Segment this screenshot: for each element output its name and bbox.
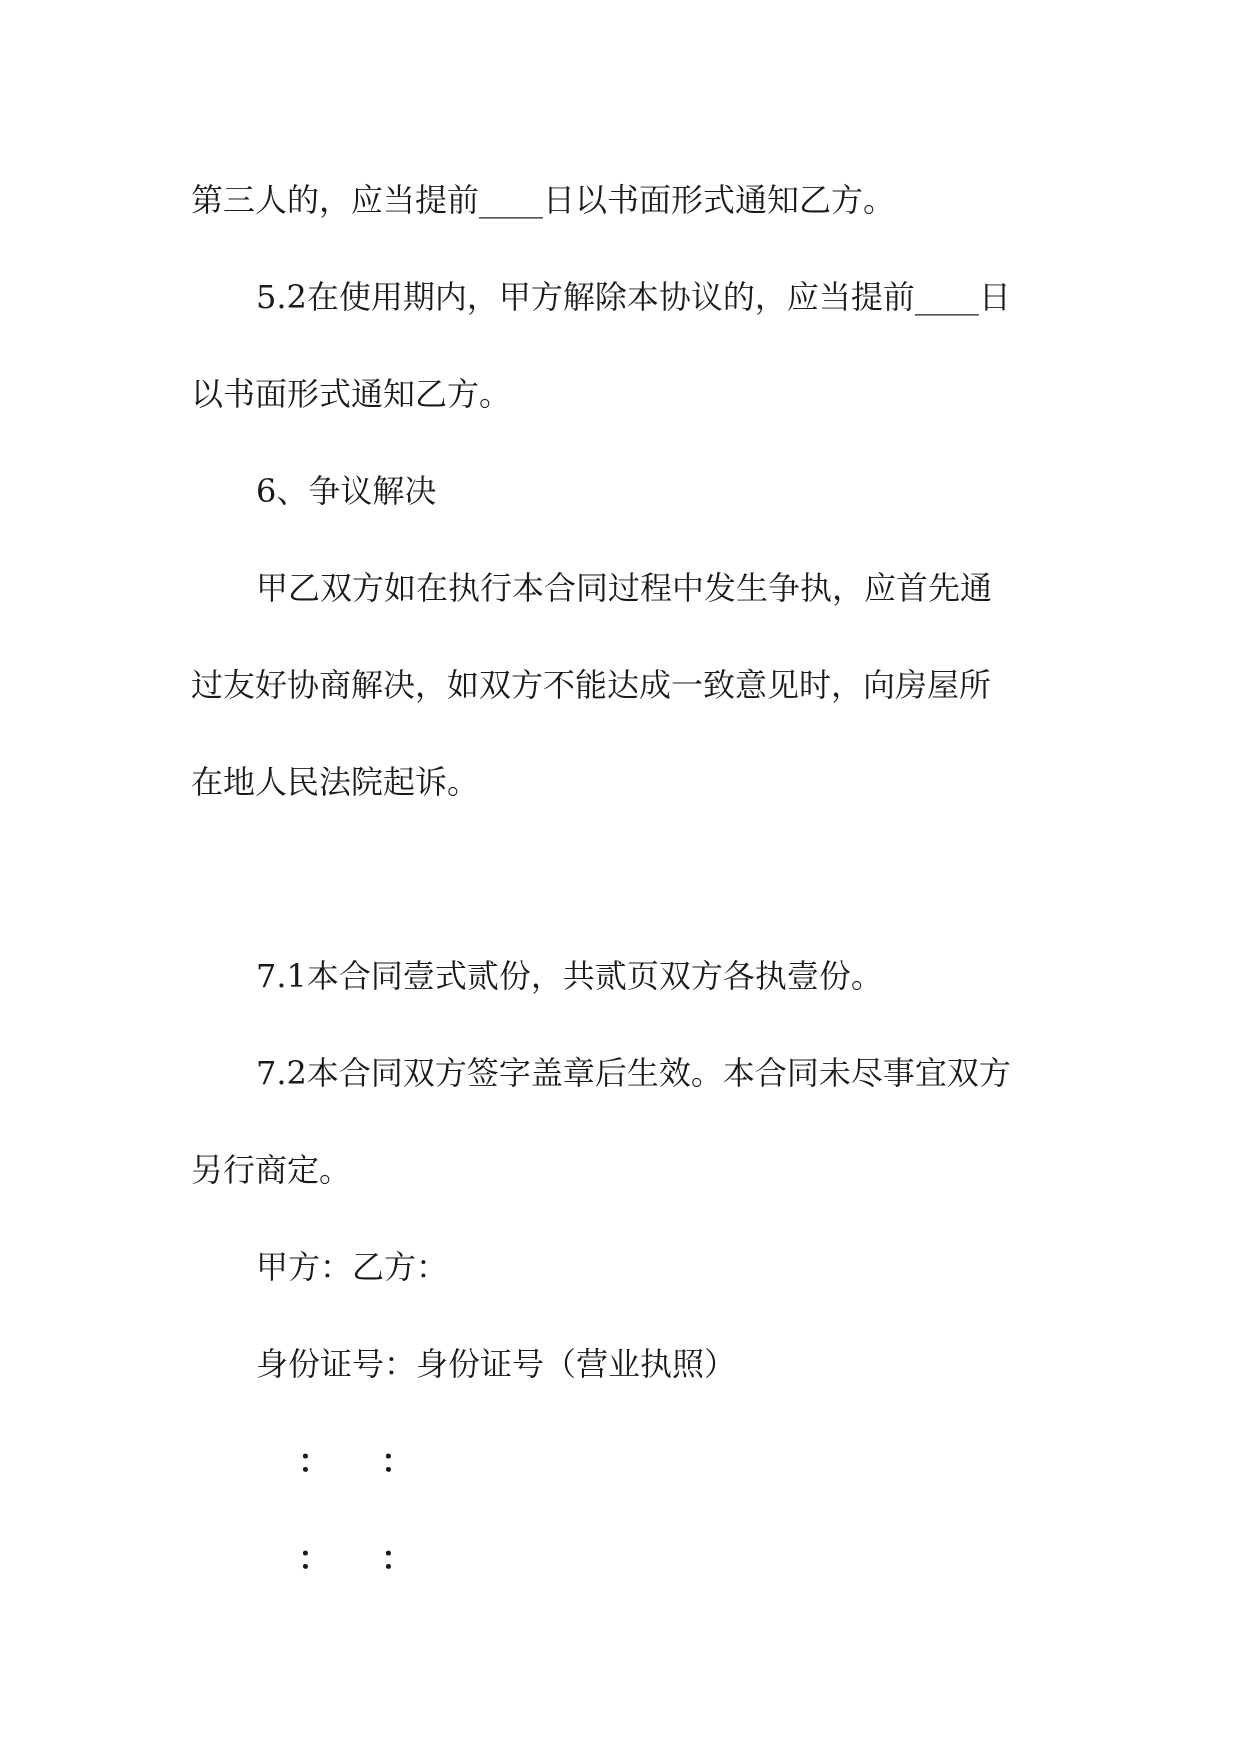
blank-colon: ： bbox=[381, 1539, 414, 1577]
paragraph-line: 另行商定。 bbox=[191, 1151, 352, 1189]
clause-7-2-line: 7.2本合同双方签字盖章后生效。本合同未尽事宜双方 bbox=[256, 1054, 1011, 1092]
clause-5-2-line: 5.2在使用期内，甲方解除本协议的，应当提前____日 bbox=[256, 278, 1011, 316]
party-signature-line: 甲方：乙方： bbox=[256, 1248, 449, 1286]
id-number-line: 身份证号：身份证号（营业执照） bbox=[256, 1345, 737, 1383]
blank-colon: ： bbox=[381, 1442, 414, 1480]
paragraph-line: 过友好协商解决，如双方不能达成一致意见时，向房屋所 bbox=[191, 666, 992, 704]
section-heading-dispute: 6、争议解决 bbox=[256, 472, 437, 510]
blank-colon: ： bbox=[298, 1442, 331, 1480]
paragraph-line: 在地人民法院起诉。 bbox=[191, 763, 480, 801]
paragraph-line: 以书面形式通知乙方。 bbox=[191, 375, 512, 413]
paragraph-line: 第三人的，应当提前____日以书面形式通知乙方。 bbox=[191, 181, 896, 219]
paragraph-line: 甲乙双方如在执行本合同过程中发生争执，应首先通 bbox=[256, 569, 993, 607]
blank-colon: ： bbox=[298, 1539, 331, 1577]
clause-7-1-line: 7.1本合同壹式贰份，共贰页双方各执壹份。 bbox=[256, 957, 883, 995]
